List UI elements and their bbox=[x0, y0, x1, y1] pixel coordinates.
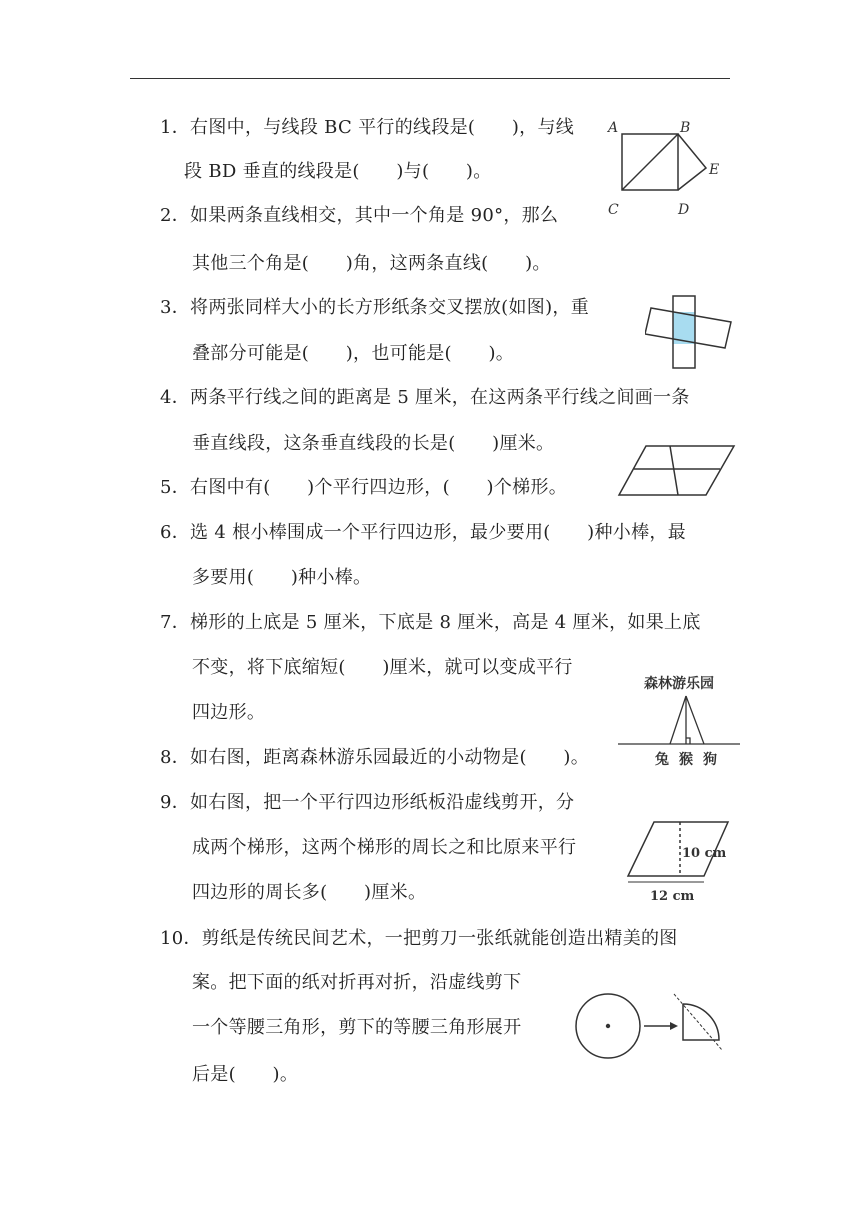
q9-line2: 成两个梯形，这两个梯形的周长之和比原来平行 bbox=[192, 837, 577, 858]
label-c: C bbox=[608, 202, 619, 218]
figure-paper-fold bbox=[570, 990, 730, 1062]
path-to-dog bbox=[686, 696, 704, 744]
q2-line1: 2．如果两条直线相交，其中一个角是 90°，那么 bbox=[160, 205, 559, 226]
q10-line2: 案。把下面的纸对折再对折，沿虚线剪下 bbox=[192, 972, 522, 993]
figure-square-abcd bbox=[600, 112, 730, 224]
park-label: 森林游乐园 bbox=[644, 676, 714, 692]
figure-parallelogram-divided bbox=[616, 442, 738, 500]
q7-line3: 四边形。 bbox=[192, 702, 266, 723]
q3-line1: 3．将两张同样大小的长方形纸条交叉摆放(如图)，重 bbox=[160, 297, 589, 318]
q9-line1: 9．如右图，把一个平行四边形纸板沿虚线剪开，分 bbox=[160, 792, 575, 813]
q1-line1: 1．右图中，与线段 BC 平行的线段是( )，与线 bbox=[160, 117, 575, 138]
q8-line1: 8．如右图，距离森林游乐园最近的小动物是( )。 bbox=[160, 747, 589, 768]
diagonal-bc bbox=[622, 134, 678, 190]
label-b: B bbox=[680, 120, 691, 136]
height-label: 10 cm bbox=[682, 846, 727, 861]
q1-line2: 段 BD 垂直的线段是( )与( )。 bbox=[184, 161, 492, 182]
q10-line1: 10．剪纸是传统民间艺术，一把剪刀一张纸就能创造出精美的图 bbox=[160, 928, 678, 949]
quarter-circle bbox=[683, 1004, 719, 1040]
q5-line1: 5．右图中有( )个平行四边形，( )个梯形。 bbox=[160, 477, 568, 498]
animal-monkey: 猴 bbox=[679, 752, 693, 768]
header-rule bbox=[130, 78, 730, 79]
slanted-divider bbox=[670, 446, 678, 495]
arrow-head-icon bbox=[670, 1022, 678, 1030]
q4-line1: 4．两条平行线之间的距离是 5 厘米，在这两条平行线之间画一条 bbox=[160, 387, 690, 408]
q7-line1: 7．梯形的上底是 5 厘米，下底是 8 厘米，高是 4 厘米，如果上底 bbox=[160, 612, 701, 633]
q4-line2: 垂直线段，这条垂直线段的长是( )厘米。 bbox=[192, 433, 555, 454]
q10-line3: 一个等腰三角形，剪下的等腰三角形展开 bbox=[192, 1017, 522, 1038]
figure-crossed-strips bbox=[645, 292, 735, 374]
figure-forest-park bbox=[618, 668, 740, 772]
base-label: 12 cm bbox=[650, 889, 695, 904]
animal-rabbit: 兔 bbox=[655, 752, 669, 768]
center-dot bbox=[606, 1024, 610, 1028]
q7-line2: 不变，将下底缩短( )厘米，就可以变成平行 bbox=[192, 657, 573, 678]
triangle-bde bbox=[678, 134, 706, 190]
q6-line1: 6．选 4 根小棒围成一个平行四边形，最少要用( )种小棒，最 bbox=[160, 522, 686, 543]
q3-line2: 叠部分可能是( )，也可能是( )。 bbox=[192, 343, 515, 364]
label-e: E bbox=[709, 162, 720, 178]
label-a: A bbox=[608, 120, 619, 136]
q6-line2: 多要用( )种小棒。 bbox=[192, 567, 372, 588]
path-to-rabbit bbox=[670, 696, 686, 744]
q9-line3: 四边形的周长多( )厘米。 bbox=[192, 882, 427, 903]
animal-dog: 狗 bbox=[703, 752, 717, 768]
q2-line2: 其他三个角是( )角，这两条直线( )。 bbox=[192, 253, 551, 274]
label-d: D bbox=[678, 202, 690, 218]
figure-parallelogram-cut bbox=[624, 814, 736, 906]
q10-line4: 后是( )。 bbox=[192, 1064, 299, 1085]
